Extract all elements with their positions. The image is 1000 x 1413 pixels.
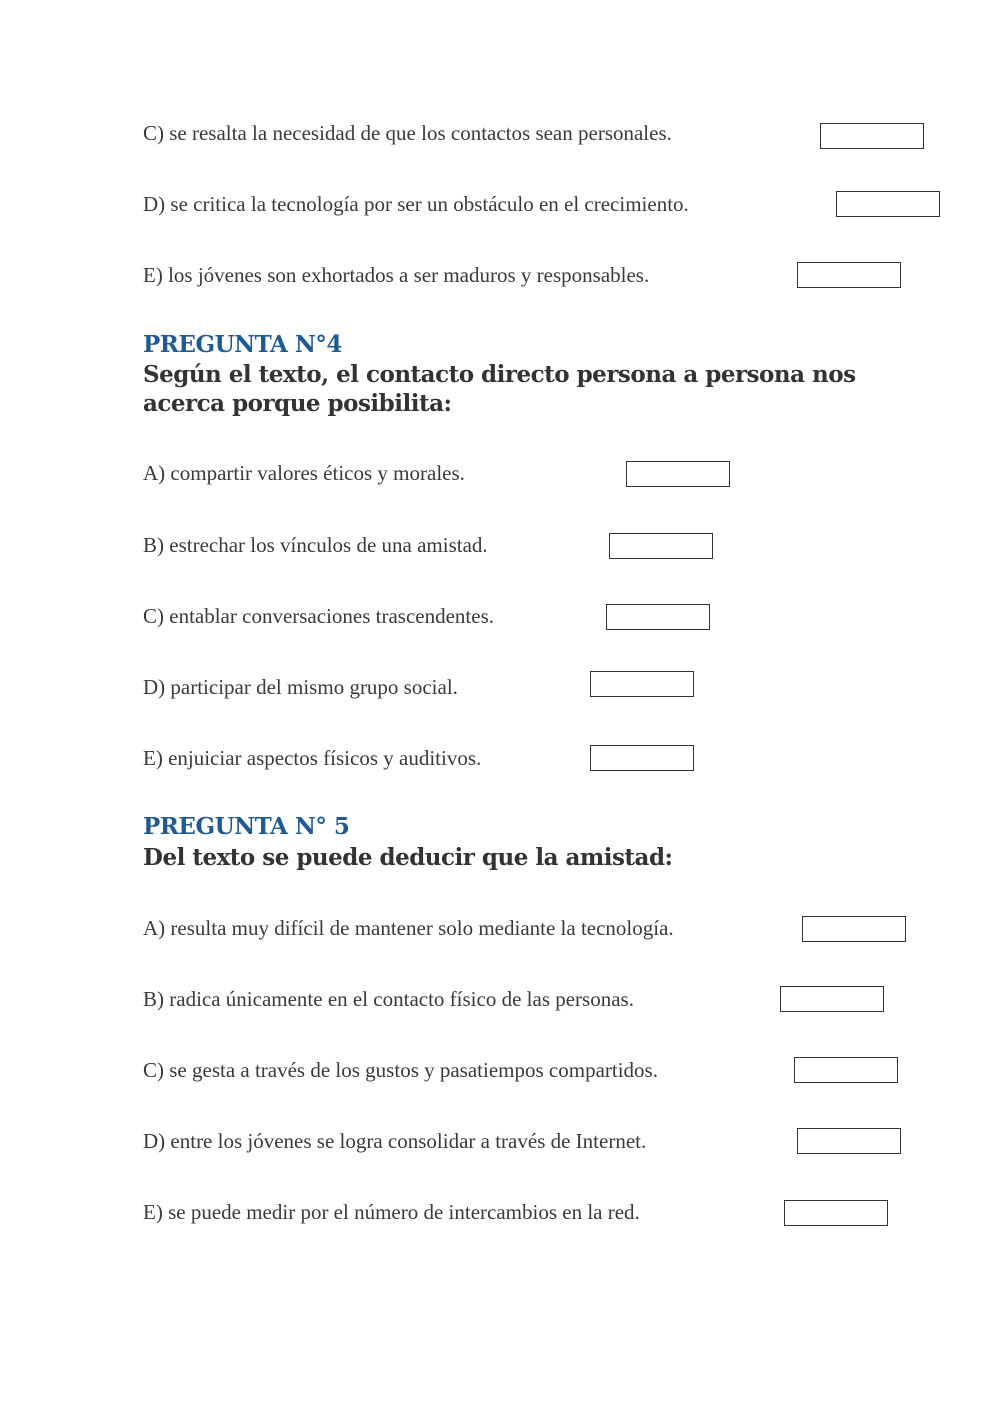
q3-option-d: D) se critica la tecnología por ser un obstáculo en el crecimiento. bbox=[143, 192, 689, 216]
q5-answer-box-d[interactable] bbox=[797, 1128, 901, 1154]
q4-option-b: B) estrechar los vínculos de una amistad. bbox=[143, 533, 488, 557]
q5-question: Del texto se puede deducir que la amistad: bbox=[143, 844, 673, 871]
q4-answer-box-a[interactable] bbox=[626, 461, 730, 487]
q5-option-b: B) radica únicamente en el contacto físico de las personas. bbox=[143, 987, 634, 1011]
q5-answer-box-a[interactable] bbox=[802, 916, 906, 942]
q4-title: PREGUNTA N°4 bbox=[143, 331, 342, 358]
q5-option-a: A) resulta muy difícil de mantener solo mediante la tecnología. bbox=[143, 916, 674, 940]
q3-option-c: C) se resalta la necesidad de que los contactos sean personales. bbox=[143, 121, 672, 145]
q5-option-d: D) entre los jóvenes se logra consolidar a través de Internet. bbox=[143, 1129, 647, 1153]
q4-option-d: D) participar del mismo grupo social. bbox=[143, 675, 458, 699]
q3-answer-box-c[interactable] bbox=[820, 123, 924, 149]
q5-title: PREGUNTA N° 5 bbox=[143, 813, 350, 840]
q4-option-e: E) enjuiciar aspectos físicos y auditivos. bbox=[143, 746, 482, 770]
q4-answer-box-b[interactable] bbox=[609, 533, 713, 559]
q4-answer-box-c[interactable] bbox=[606, 604, 710, 630]
q4-question: Según el texto, el contacto directo persona a persona nos acerca porque posibilita: bbox=[143, 361, 856, 417]
q4-answer-box-e[interactable] bbox=[590, 745, 694, 771]
q3-option-e: E) los jóvenes son exhortados a ser maduros y responsables. bbox=[143, 263, 650, 287]
q4-option-c: C) entablar conversaciones trascendentes. bbox=[143, 604, 495, 628]
q3-answer-box-e[interactable] bbox=[797, 262, 901, 288]
q5-answer-box-c[interactable] bbox=[794, 1057, 898, 1083]
q5-answer-box-b[interactable] bbox=[780, 986, 884, 1012]
q3-answer-box-d[interactable] bbox=[836, 191, 940, 217]
q4-option-a: A) compartir valores éticos y morales. bbox=[143, 461, 465, 485]
q4-answer-box-d[interactable] bbox=[590, 671, 694, 697]
q5-option-c: C) se gesta a través de los gustos y pasatiempos compartidos. bbox=[143, 1058, 658, 1082]
q5-answer-box-e[interactable] bbox=[784, 1200, 888, 1226]
q5-option-e: E) se puede medir por el número de intercambios en la red. bbox=[143, 1200, 640, 1224]
